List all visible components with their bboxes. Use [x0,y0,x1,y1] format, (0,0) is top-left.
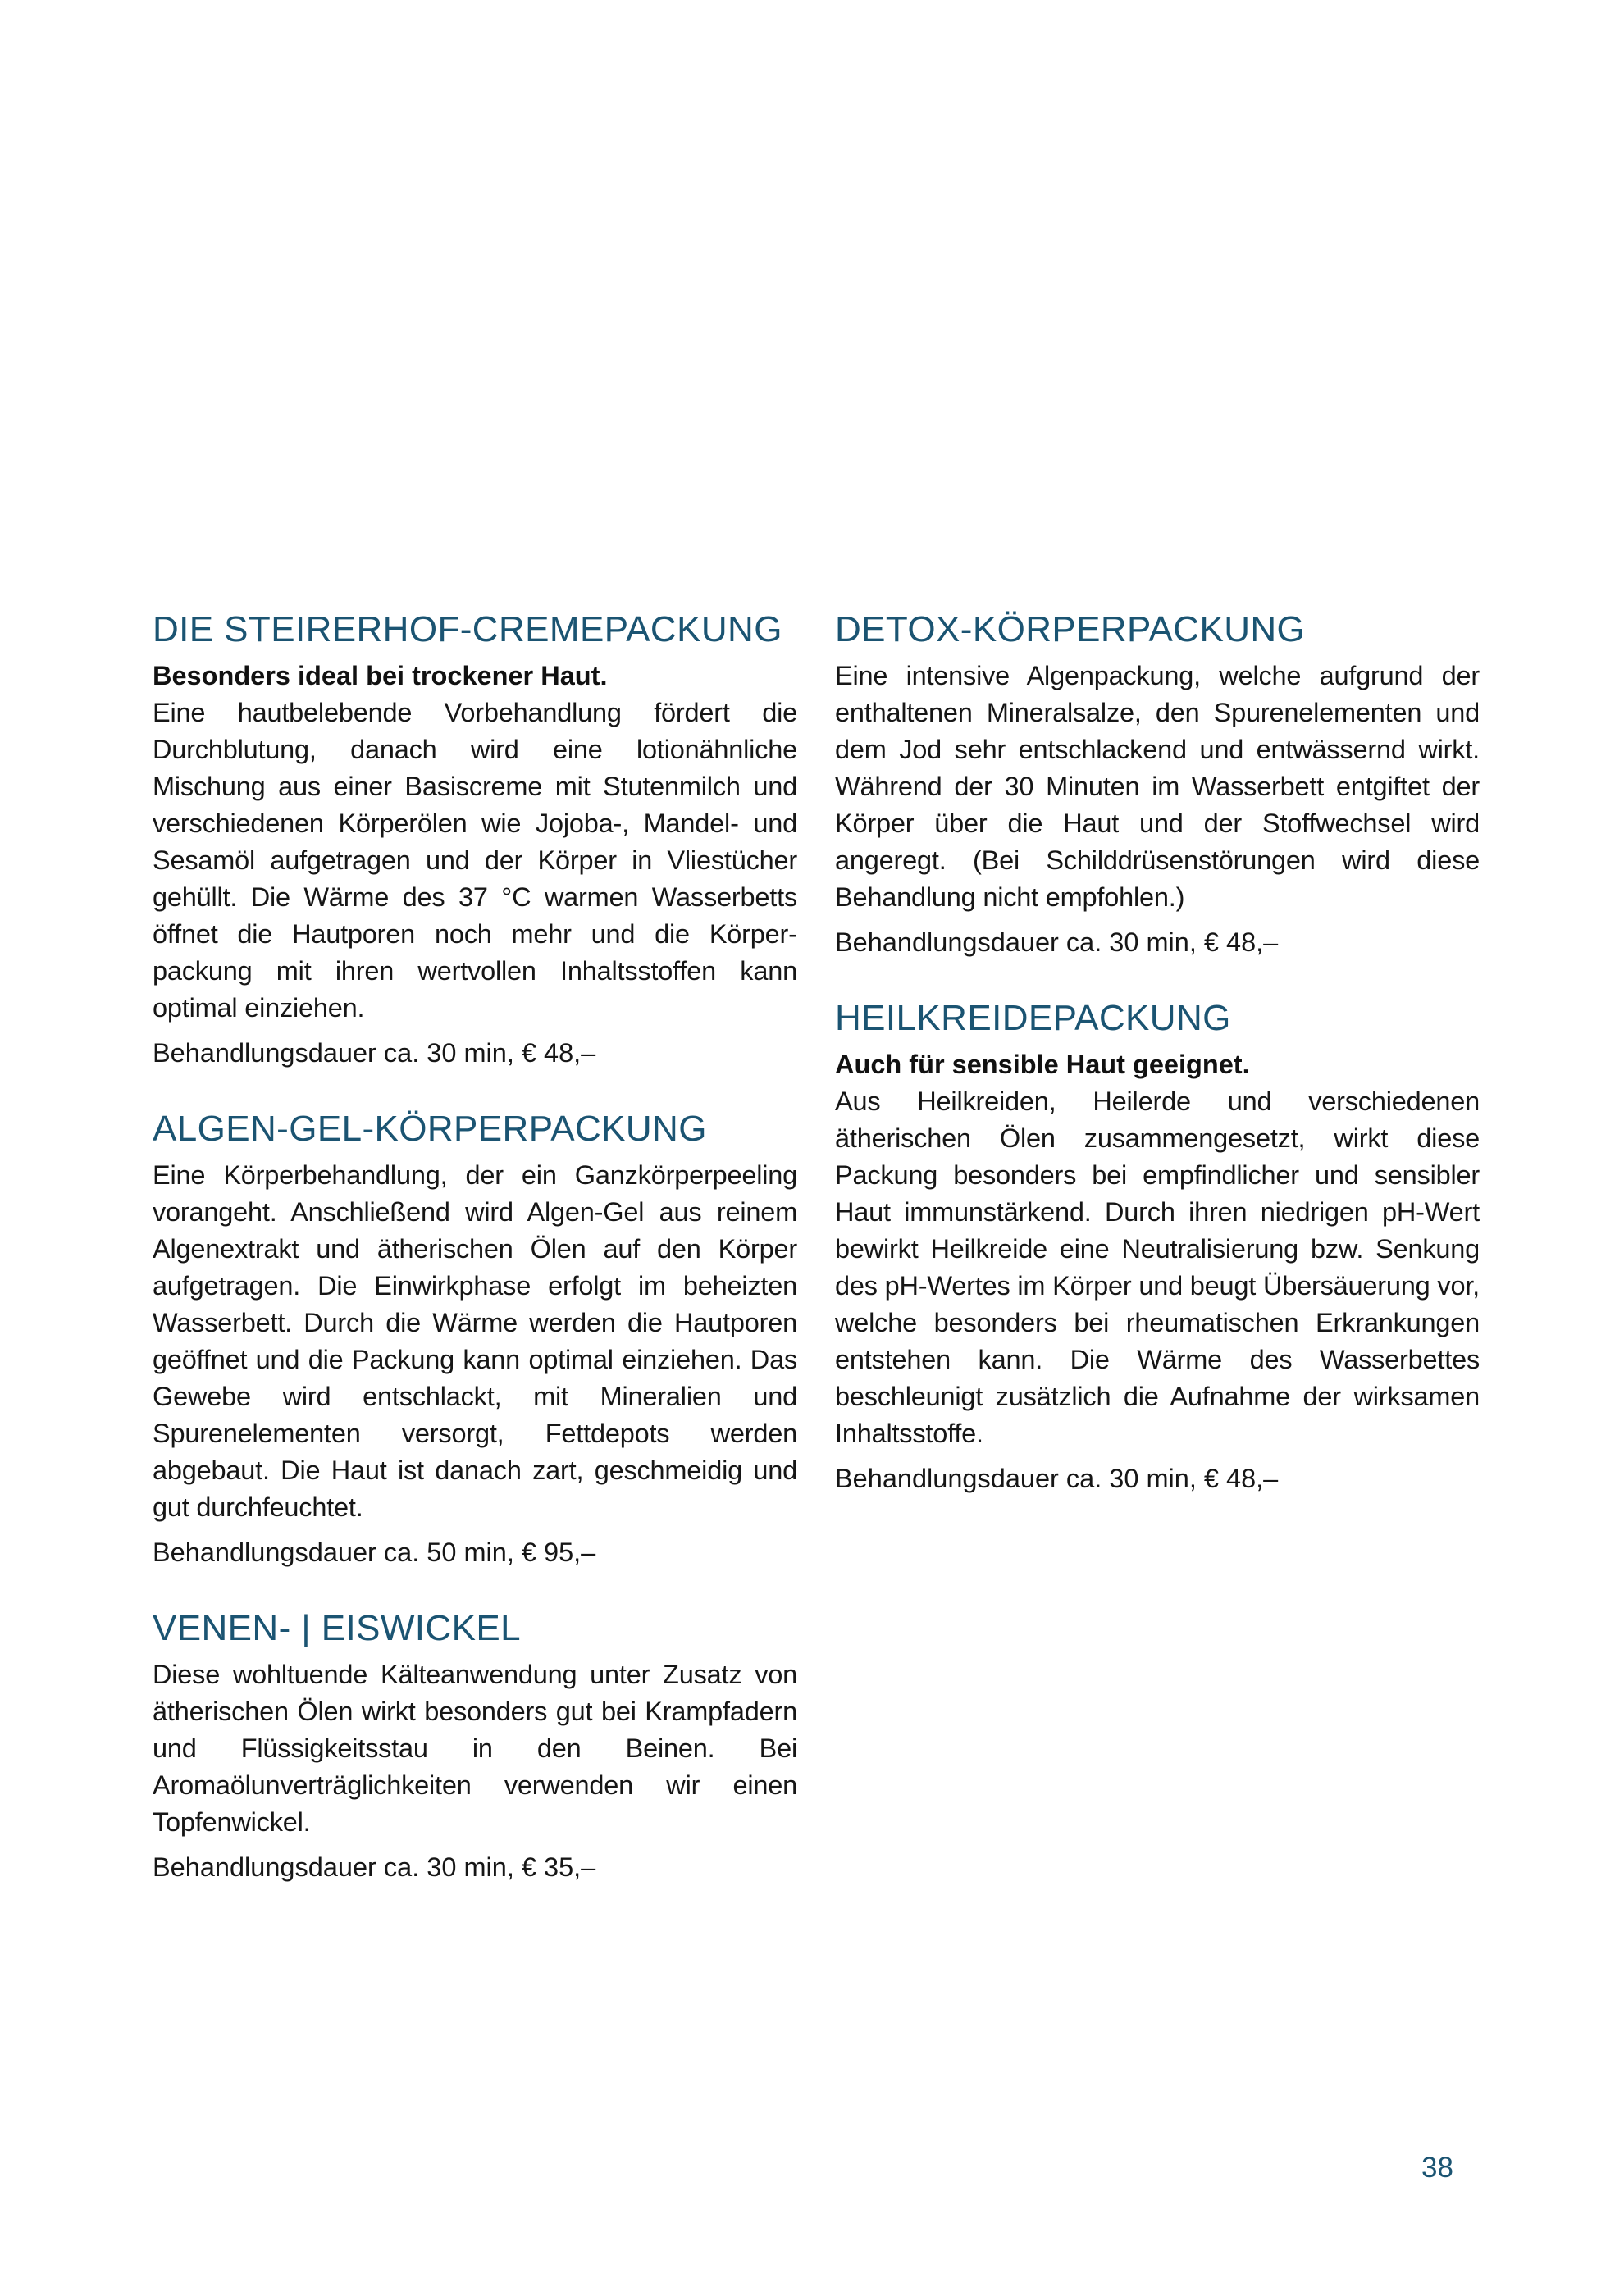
section-heilkreidepackung [835,997,1480,1497]
two-column-layout [153,608,1480,1886]
section-title: ALGEN-GEL-KÖRPERPACKUNG [153,1109,707,1149]
treatment-duration-price: Behandlungsdauer ca. 30 min, € 48,– [153,1038,596,1068]
section-title: DIE STEIRERHOF-CREMEPACKUNG [153,609,782,649]
treatment-duration-price: Behandlungsdauer ca. 50 min, € 95,– [153,1538,596,1567]
section-title: DETOX-KÖRPERPACKUNG [835,609,1306,649]
section-body: Eine Körperbehandlung, der ein Ganzkörperpeeling vorangeht. Anschließend wird Algen-Gel aus reinem Algenextrakt und ätherischen Ölen auf den Körper aufgetragen. Die Einwirkphase erfolgt im beheizten Wasserbett. Durch die Wärme werden die Hautporen geöffnet und die Packung kann optimal einziehen. Das Gewebe wird entschlackt, mit Mineralien und Spurenelementen versorgt, Fettdepots werden abgebaut. Die Haut ist danach zart, geschmeidig und gut durchfeuchtet. [153,1160,797,1522]
section-title: HEILKREIDEPACKUNG [835,998,1231,1038]
treatment-duration-price: Behandlungsdauer ca. 30 min, € 48,– [835,927,1279,957]
section-body: Eine hautbelebende Vorbehandlung fördert die Durchblutung, danach wird eine lotionähnliche Mischung aus einer Basiscreme mit Stutenmilch und verschiedenen Körperölen wie Jojoba-, Mandel- und Sesamöl aufgetragen und der Körper in Vliestücher gehüllt. Die Wärme des 37 °C warmen Wasserbetts öffnet die Hautporen noch mehr und die Körperpackung mit ihren wertvollen Inhaltsstoffen kann optimal einziehen. [153,698,797,1023]
section-body: Diese wohltuende Kälteanwendung unter Zusatz von ätherischen Ölen wirkt besonders gut bei Krampfadern und Flüssigkeitsstau in den Beinen. Bei Aromaölunverträglichkeiten verwenden wir einen Topfenwickel. [153,1660,797,1837]
section-subtitle: Besonders ideal bei trockener Haut. [153,661,608,690]
treatment-duration-price: Behandlungsdauer ca. 30 min, € 48,– [835,1464,1279,1493]
section-title: VENEN- | EISWICKEL [153,1608,521,1648]
page-number: 38 [1421,2152,1453,2184]
section-steirerhof-cremepackung [153,608,797,1072]
section-detox-koerperpackung [835,608,1480,961]
section-body: Aus Heilkreiden, Heilerde und verschiedenen ätherischen Ölen zusammengesetzt, wirkt diese Packung besonders bei empfindlicher und sensibler Haut immunstärkend. Durch ihren niedrigen pH-Wert bewirkt Heilkreide eine Neutralisierung bzw. Senkung des pH-Wertes im Körper und beugt Übersäuerung vor, welche besonders bei rheumatischen Erkrankungen entstehen kann. Die Wärme des Wasserbettes beschleunigt zusätzlich die Aufnahme der wirksamen Inhaltsstoffe. [835,1086,1480,1448]
section-algen-gel-koerperpackung [153,1108,797,1571]
section-subtitle: Auch für sensible Haut geeignet. [835,1050,1250,1079]
section-venen-eiswickel [153,1607,797,1886]
right-column [835,608,1480,1886]
treatment-duration-price: Behandlungsdauer ca. 30 min, € 35,– [153,1852,596,1882]
left-column [153,608,797,1886]
section-body: Eine intensive Algenpackung, welche aufgrund der enthaltenen Mineralsalze, den Spurenelementen und dem Jod sehr entschlackend und entwässernd wirkt. Während der 30 Minuten im Wasserbett entgiftet der Körper über die Haut und der Stoffwechsel wird angeregt. (Bei Schilddrüsenstörungen wird diese Behandlung nicht empfohlen.) [835,661,1480,912]
